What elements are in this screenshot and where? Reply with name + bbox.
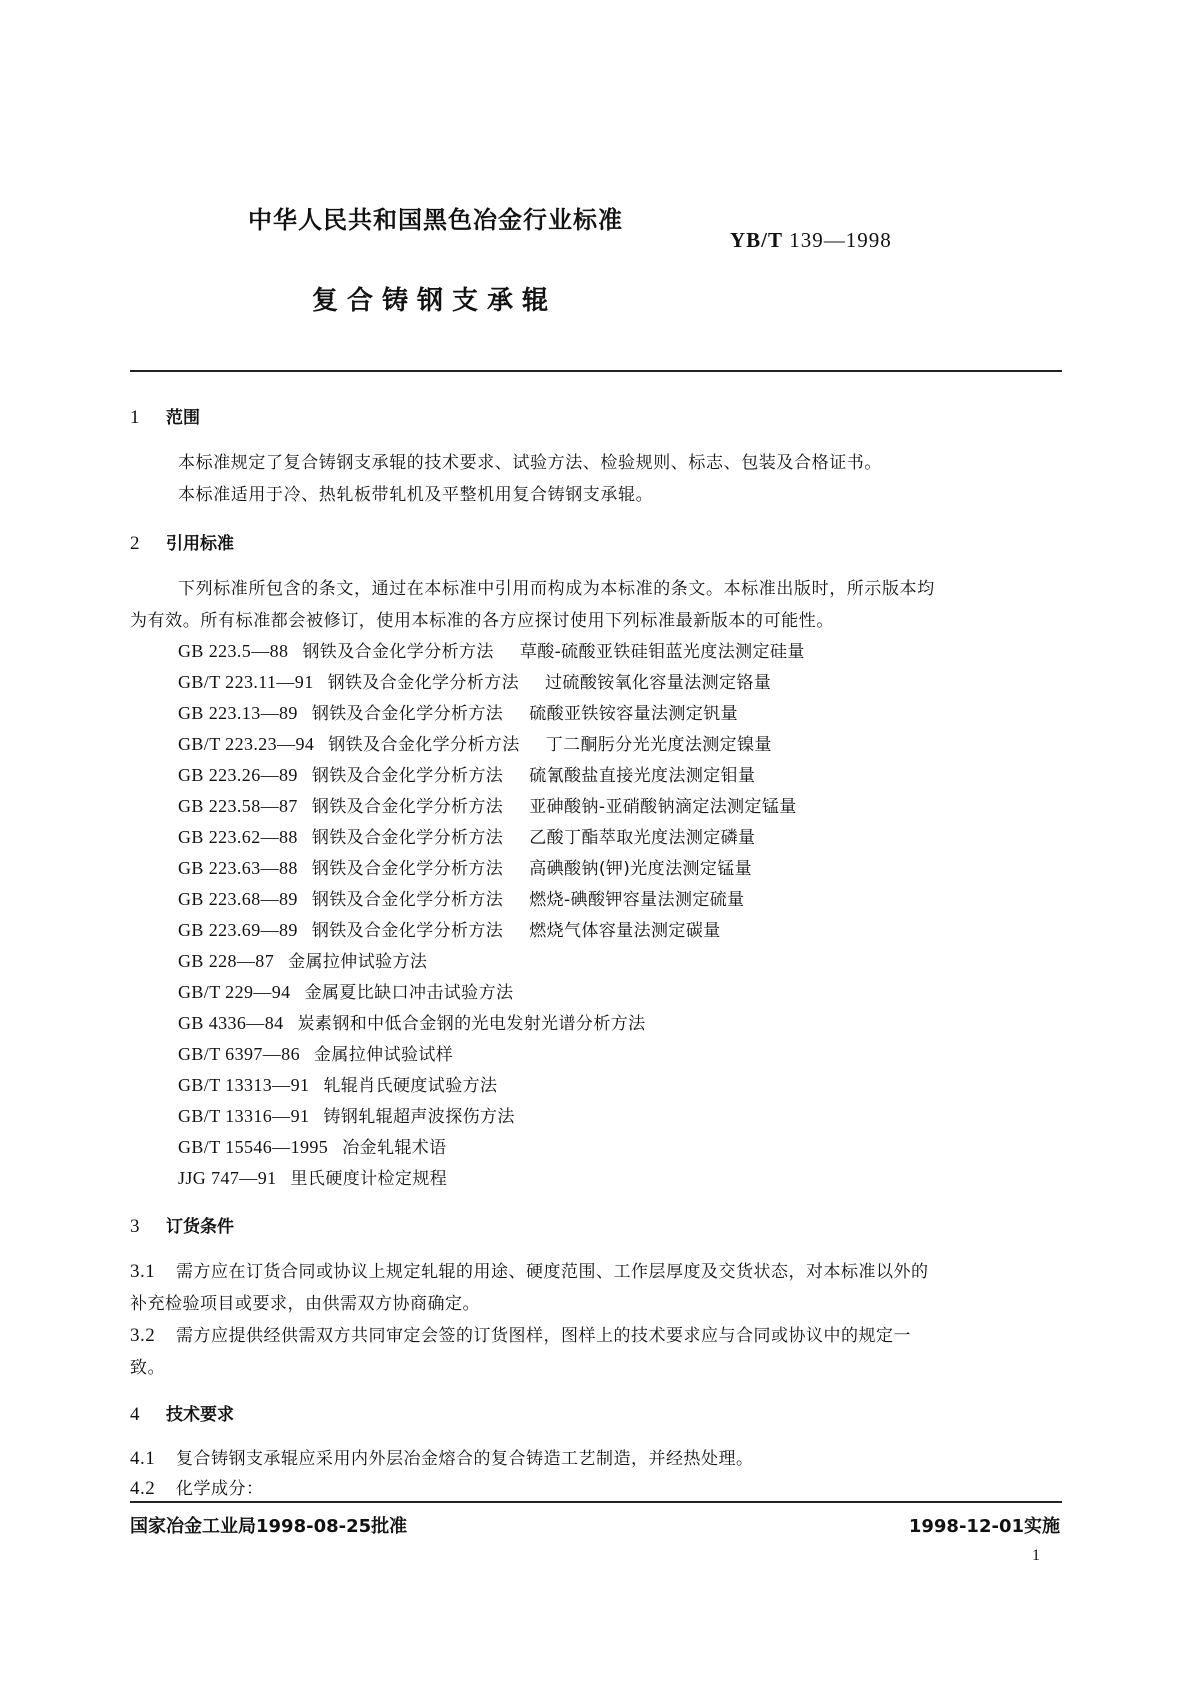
ref-name: 钢铁及合金化学分析方法 [311, 797, 504, 817]
list-item [178, 916, 721, 941]
list-item [178, 1133, 447, 1158]
effective-date: 1998-12-01实施 [908, 1516, 1060, 1537]
ref-code: GB 223.63—88 [178, 858, 298, 878]
section-1-paragraph-1: 本标准规定了复合铸钢支承辊的技术要求、试验方法、检验规则、标志、包装及合格证书。 [178, 453, 882, 473]
clause-4-2 [130, 1474, 264, 1500]
clause-number: 3.2 [130, 1325, 156, 1346]
clause-number: 3.1 [130, 1261, 156, 1282]
ref-method: 燃烧气体容量法测定碳量 [529, 921, 721, 941]
standard-code: 139—1998 [783, 228, 892, 252]
ref-method: 丁二酮肟分光光度法测定镍量 [545, 735, 772, 755]
ref-code: GB/T 13316—91 [178, 1106, 310, 1126]
clause-3-1-line-2: 补充检验项目或要求，由供需双方协商确定。 [130, 1294, 480, 1314]
clause-3-2-line-2: 致。 [130, 1358, 165, 1378]
standard-number [730, 228, 892, 253]
list-item [178, 1040, 453, 1065]
section-number: 1 [130, 407, 140, 428]
list-item [178, 978, 513, 1003]
list-item [178, 885, 745, 910]
standard-prefix: YB/T [730, 228, 784, 252]
issuing-body-title: 中华人民共和国黑色冶金行业标准 [248, 206, 623, 234]
ref-method: 过硫酸铵氧化容量法测定铬量 [545, 673, 772, 693]
ref-code: GB/T 13313—91 [178, 1075, 310, 1095]
ref-method: 高碘酸钠(钾)光度法测定锰量 [529, 859, 753, 879]
list-item [178, 699, 738, 724]
section-3-heading [130, 1212, 234, 1238]
header-divider [130, 370, 1062, 372]
ref-name: 钢铁及合金化学分析方法 [328, 735, 520, 755]
clause-3-1-line-1 [130, 1257, 929, 1283]
ref-name: 金属拉伸试验试样 [313, 1045, 454, 1065]
section-4-heading [130, 1400, 234, 1426]
section-1-paragraph-2: 本标准适用于冷、热轧板带轧机及平整机用复合铸钢支承辊。 [178, 485, 654, 505]
ref-code: GB 228—87 [178, 951, 275, 971]
ref-name: 钢铁及合金化学分析方法 [302, 642, 494, 662]
ref-code: GB 223.62—88 [178, 827, 298, 847]
section-2-intro-line-1: 下列标准所包含的条文，通过在本标准中引用而构成为本标准的条文。本标准出版时，所示版本均 [178, 579, 935, 599]
list-item [178, 947, 427, 972]
ref-code: GB 223.68—89 [178, 889, 298, 909]
section-number: 4 [130, 1404, 140, 1425]
list-item [178, 823, 755, 848]
list-item [178, 1071, 497, 1096]
list-item [178, 854, 752, 879]
ref-code: GB/T 223.23—94 [178, 734, 315, 754]
ref-code: GB/T 15546—1995 [178, 1137, 329, 1157]
list-item [178, 792, 797, 817]
list-item [178, 1164, 447, 1189]
ref-code: GB 223.13—89 [178, 703, 298, 723]
ref-method: 硫酸亚铁铵容量法测定钒量 [529, 704, 739, 724]
section-2-intro-line-2: 为有效。所有标准都会被修订，使用本标准的各方应探讨使用下列标准最新版本的可能性。 [130, 611, 834, 631]
ref-name: 钢铁及合金化学分析方法 [311, 704, 504, 724]
section-title: 订货条件 [166, 1217, 234, 1237]
ref-code: GB 223.69—89 [178, 920, 298, 940]
ref-name: 钢铁及合金化学分析方法 [311, 921, 504, 941]
ref-code: GB 4336—84 [178, 1013, 284, 1033]
list-item [178, 761, 755, 786]
ref-name: 炭素钢和中低合金钢的光电发射光谱分析方法 [297, 1014, 646, 1034]
ref-code: GB 223.26—89 [178, 765, 298, 785]
ref-code: GB/T 229—94 [178, 982, 291, 1002]
page-number: 1 [1032, 1547, 1040, 1564]
ref-name: 里氏硬度计检定规程 [290, 1169, 448, 1189]
section-title: 技术要求 [166, 1405, 234, 1425]
ref-name: 钢铁及合金化学分析方法 [311, 859, 504, 879]
ref-name: 钢铁及合金化学分析方法 [311, 828, 504, 848]
clause-text: 复合铸钢支承辊应采用内外层冶金熔合的复合铸造工艺制造，并经热处理。 [176, 1449, 754, 1469]
ref-method: 硫氰酸盐直接光度法测定钼量 [529, 766, 756, 786]
ref-name: 钢铁及合金化学分析方法 [311, 890, 504, 910]
ref-name: 冶金轧辊术语 [342, 1138, 447, 1158]
document-title: 复合铸钢支承辊 [312, 286, 558, 316]
ref-code: GB/T 6397—86 [178, 1044, 300, 1064]
section-2-heading [130, 529, 234, 555]
ref-name: 铸钢轧辊超声波探伤方法 [323, 1107, 515, 1127]
clause-text: 需方应在订货合同或协议上规定轧辊的用途、硬度范围、工作层厚度及交货状态，对本标准以外的 [176, 1262, 929, 1282]
ref-method: 草酸-硫酸亚铁硅钼蓝光度法测定硅量 [519, 642, 805, 662]
footer-divider [130, 1501, 1062, 1503]
ref-name: 金属夏比缺口冲击试验方法 [304, 983, 514, 1003]
clause-text: 需方应提供经供需双方共同审定会签的订货图样，图样上的技术要求应与合同或协议中的规定一 [176, 1326, 911, 1346]
ref-code: GB 223.58—87 [178, 796, 298, 816]
ref-name: 轧辊肖氏硬度试验方法 [323, 1076, 498, 1096]
ref-code: GB 223.5—88 [178, 641, 289, 661]
clause-text: 化学成分： [176, 1479, 264, 1499]
clause-3-2-line-1 [130, 1321, 911, 1347]
section-title: 范围 [166, 408, 200, 428]
section-number: 3 [130, 1216, 140, 1237]
clause-number: 4.2 [130, 1478, 156, 1499]
list-item [178, 668, 771, 693]
list-item [178, 1009, 646, 1034]
ref-code: GB/T 223.11—91 [178, 672, 314, 692]
list-item [178, 730, 772, 755]
ref-method: 燃烧-碘酸钾容量法测定硫量 [529, 890, 745, 910]
section-number: 2 [130, 533, 140, 554]
ref-name: 钢铁及合金化学分析方法 [327, 673, 520, 693]
ref-name: 金属拉伸试验方法 [288, 952, 428, 972]
ref-code: JJG 747—91 [178, 1168, 277, 1188]
clause-4-1 [130, 1444, 754, 1470]
clause-number: 4.1 [130, 1448, 156, 1469]
ref-name: 钢铁及合金化学分析方法 [311, 766, 504, 786]
ref-method: 乙酸丁酯萃取光度法测定磷量 [529, 828, 756, 848]
list-item [178, 637, 805, 662]
section-1-heading [130, 403, 200, 429]
ref-method: 亚砷酸钠-亚硝酸钠滴定法测定锰量 [529, 797, 797, 817]
list-item [178, 1102, 515, 1127]
section-title: 引用标准 [166, 534, 234, 554]
approval-date: 国家冶金工业局1998-08-25批准 [130, 1516, 408, 1537]
